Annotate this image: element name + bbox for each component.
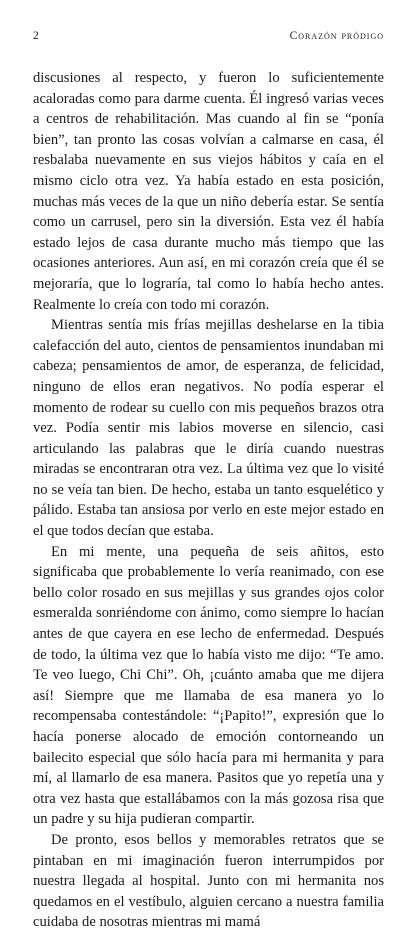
paragraph-continued: discusiones al respecto, y fueron lo suficientemente acaloradas como para darme cuenta. Él ingresó varias veces a centros de rehabilitación. Mas cuando al fin se “ponía bien”, tan pronto las cosas volvían a calmarse en casa, él resbalaba nuevamente en sus viejos hábitos y caía en el mismo ciclo otra vez. Ya había estado en esta posición, muchas más veces de la que un niño debería estar. Se sentía como un carrusel, pero sin la diversión. Esta vez él había estado lejos de casa durante mucho más tiempo que las ocasiones anteriores. Aun así, en mi corazón creía que él se mejoraría, que lo lograría, tal como lo había hecho antes. Realmente lo creía con todo mi corazón. [33,70,384,313]
paragraph: En mi mente, una pequeña de seis añitos, esto significaba que probablemente lo vería reanimado, con ese bello color rosado en sus mejillas y sus grandes ojos color esmeralda sonriéndome con ánimo, como siempre lo hacían antes de que cayera en ese lecho de enfermedad. Después de todo, la última vez que lo había visto me dijo: “Te amo. Te veo luego, Chi Chi”. Oh, ¡cuánto amaba que me dijera así! Siempre que me llamaba de esa manera yo lo recompensaba contestándole: “¡Papito!”, expresión que lo hacía ponerse alocado de emoción contorneando un bailecito especial que sólo hacía para mi hermanita y para mí, al llamarlo de esa manera. Pasitos que yo repetía una y otra vez hasta que estallábamos con la más gozosa risa que un padre y su hija pudieran compartir. [33,543,384,828]
page-header [33,30,384,50]
paragraph: Mientras sentía mis frías mejillas deshelarse en la tibia calefacción del auto, cientos de pensamientos inundaban mi cabeza; pensamientos de amor, de esperanza, de felicidad, ninguno de ellos eran negativos. No podía esperar el momento de rodear su cuello con mis pequeños brazos otra vez. Podía sentir mis labios moverse en silencio, casi articulando las palabras que le diría cuando nuestras miradas se encontraran otra vez. La última vez que lo visité no se veía tan bien. De hecho, estaba un tanto esquelético y pálido. Estaba tan ansiosa por verlo en este mejor estado en el que todos decían que estaba. [33,317,384,540]
page-body [33,68,384,933]
running-title: Corazón pródigo [289,30,384,42]
paragraph: De pronto, esos bellos y memorables retratos que se pintaban en mi imaginación fueron interrumpidos por nuestra llegada al hospital. Junto con mi hermanita nos quedamos en el vestíbulo, alguien cercano a nuestra familia cuidaba de nosotras mientras mi mamá [33,831,384,931]
page-number: 2 [33,30,40,42]
